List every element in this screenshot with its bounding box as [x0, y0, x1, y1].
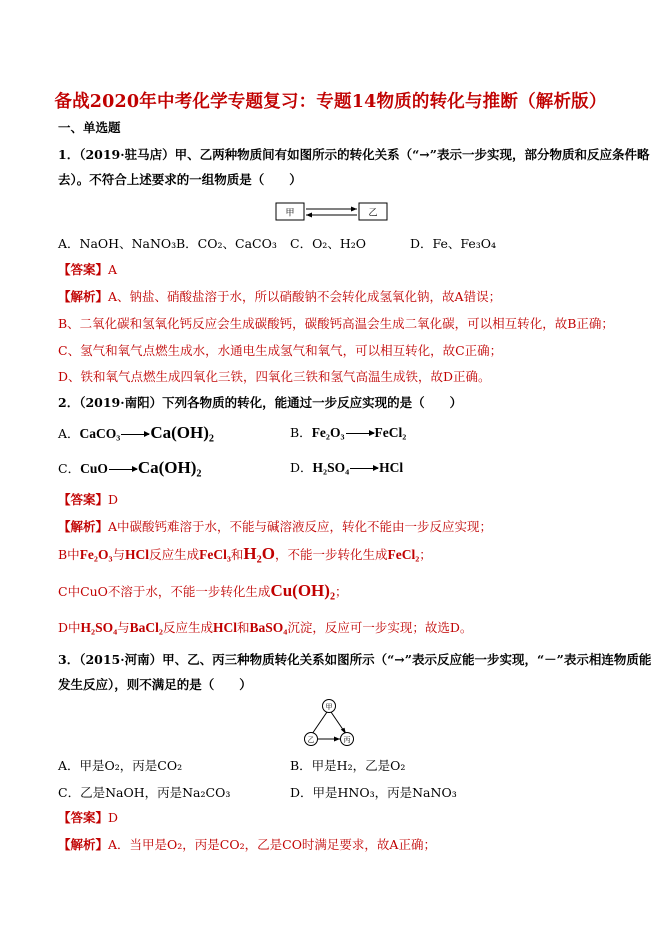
q2-b-formula4: H₂O [243, 544, 275, 563]
q2-analysis-line3 [58, 583, 348, 600]
q3-answer-label: 【答案】 [58, 810, 109, 825]
q3-option-d: D．甲是HNO₃，丙是NaNO₃ [290, 785, 457, 800]
q2-option-a-to: Ca(OH)₂ [150, 423, 214, 442]
q2-analysis-text-a: A中碳酸钙难溶于水，不能与碱溶液反应，转化不能由一步反应实现； [108, 519, 493, 534]
q3-answer-value: D [108, 810, 119, 825]
q1-answer-value: A [108, 262, 118, 277]
q1-diagram-left-label: 甲 [285, 208, 295, 219]
q2-option-c-from: CuO [80, 461, 108, 476]
q3-diagram-top-label: 甲 [325, 703, 333, 711]
q3-stem-line2: 发生反应），则不满足的是（ ） [58, 677, 252, 692]
q2-option-a-from: CaCO₃ [79, 426, 121, 441]
q3-option-b: B．甲是H₂，乙是O₂ [290, 758, 406, 773]
q2-answer [58, 492, 118, 508]
section-heading: 一、单选题 [58, 120, 121, 135]
q2-c-end: ； [335, 584, 348, 599]
q3-diagram-left-label: 乙 [307, 736, 315, 744]
q3-option-c: C．乙是NaOH，丙是Na₂CO₃ [58, 785, 231, 800]
q1-diagram-right-label: 乙 [368, 208, 378, 219]
q2-answer-label: 【答案】 [58, 492, 109, 507]
q2-d-formula1: H₂SO₄ [80, 620, 118, 635]
q3-analysis-label: 【解析】 [58, 837, 109, 852]
q2-option-c-to: Ca(OH)₂ [137, 458, 202, 477]
q2-d-formula2: BaCl₂ [129, 620, 163, 635]
arrow-icon [121, 434, 149, 435]
q1-analysis-line3: C、氢气和氧气点燃生成水，水通电生成氢气和氧气，可以相互转化，故C正确； [58, 343, 503, 358]
q2-option-b-from: Fe₂O₃ [311, 425, 345, 440]
q1-analysis-line1 [58, 289, 501, 305]
q2-analysis-label: 【解析】 [58, 519, 109, 534]
arrow-icon [350, 468, 378, 469]
q2-option-c [58, 460, 202, 477]
q1-answer [58, 262, 117, 278]
q3-analysis-line1 [58, 837, 436, 853]
q1-stem-line1: 1．（2019·驻马店）甲、乙两种物质间有如图所示的转化关系（“→”表示一步实现，部分物质和反应条件略 [58, 147, 650, 162]
q1-analysis-label: 【解析】 [58, 289, 109, 304]
q1-analysis-line4: D、铁和氧气点燃生成四氧化三铁，四氧化三铁和氢气高温生成铁，故D正确。 [58, 369, 491, 384]
q2-d-pre: D中 [58, 620, 81, 635]
q1-conversion-diagram [275, 200, 393, 224]
arrow-icon [109, 469, 137, 470]
q2-analysis-line1 [58, 519, 492, 535]
q2-stem: 2．（2019·南阳）下列各物质的转化，能通过一步反应实现的是（ ） [58, 395, 463, 410]
q1-option-b: B．CO₂、CaCO₃ [176, 236, 277, 251]
q2-option-d-label: D． [290, 460, 313, 475]
q2-d-and: 和 [237, 620, 250, 635]
q1-analysis-text-a: A、钠盐、硝酸盐溶于水，所以硝酸钠不会转化成氢氧化钠，故A错误； [108, 289, 502, 304]
q1-option-a: A．NaOH、NaNO₃ [58, 236, 177, 251]
q2-d-mid: 与 [117, 620, 130, 635]
q2-option-b-label: B． [290, 425, 312, 440]
q2-option-d-to: HCl [379, 460, 404, 475]
q2-option-b [290, 425, 406, 441]
q2-option-d-from: H₂SO₄ [312, 460, 350, 475]
q2-answer-value: D [108, 492, 119, 507]
q2-d-formula3: HCl [212, 620, 237, 635]
q1-option-d: D．Fe、Fe₃O₄ [410, 236, 497, 251]
q2-b-post: ，不能一步转化生成 [274, 547, 388, 562]
q2-d-mid2: 反应生成 [162, 620, 213, 635]
q3-answer [58, 810, 118, 826]
q2-option-c-label: C． [58, 461, 81, 476]
q3-analysis-text-a: A．当甲是O₂，丙是CO₂，乙是CO时满足要求，故A正确； [108, 837, 436, 852]
q2-d-formula4: BaSO₄ [249, 620, 288, 635]
q2-b-formula3: FeCl₃ [199, 547, 231, 562]
q1-answer-label: 【答案】 [58, 262, 109, 277]
arrow-icon [346, 433, 374, 434]
q2-b-and: 和 [230, 547, 244, 562]
q2-c-formula1: Cu(OH)₂ [270, 581, 336, 600]
q2-b-mid2: 反应生成 [149, 547, 200, 562]
q3-triangle-diagram [298, 698, 360, 748]
q2-option-a [58, 425, 214, 442]
q2-b-mid: 与 [112, 547, 126, 562]
q2-analysis-line4 [58, 620, 472, 636]
q2-b-pre: B中 [58, 547, 80, 562]
q3-option-a: A．甲是O₂，丙是CO₂ [58, 758, 183, 773]
page-title: 备战2020年中考化学专题复习：专题14物质的转化与推断（解析版） [54, 92, 607, 112]
q2-option-d [290, 460, 403, 476]
q3-diagram-right-label: 丙 [343, 736, 351, 744]
q2-option-b-to: FeCl₂ [374, 425, 407, 440]
q2-option-a-label: A． [58, 426, 80, 441]
q2-b-formula1: Fe₂O₃ [79, 547, 113, 562]
q2-analysis-line2 [58, 546, 432, 563]
q3-stem-line1: 3．（2015·河南）甲、乙、丙三种物质转化关系如图所示（“→”表示反应能一步实现，“－”表示相连物质能 [58, 652, 652, 667]
q2-d-post: 沉淀，反应可一步实现；故选D。 [287, 620, 473, 635]
q2-b-formula2: HCl [125, 547, 150, 562]
q1-stem-line2: 去）。不符合上述要求的一组物质是（ ） [58, 172, 302, 187]
q1-analysis-line2: B、二氧化碳和氢氧化钙反应会生成碳酸钙，碳酸钙高温会生成二氧化碳，可以相互转化，故B正确； [58, 316, 614, 331]
q1-option-c: C．O₂、H₂O [290, 236, 366, 251]
q2-b-formula5: FeCl₂ [387, 547, 420, 562]
q2-c-pre: C中CuO不溶于水，不能一步转化生成 [58, 584, 271, 599]
q2-b-end: ； [419, 547, 432, 562]
